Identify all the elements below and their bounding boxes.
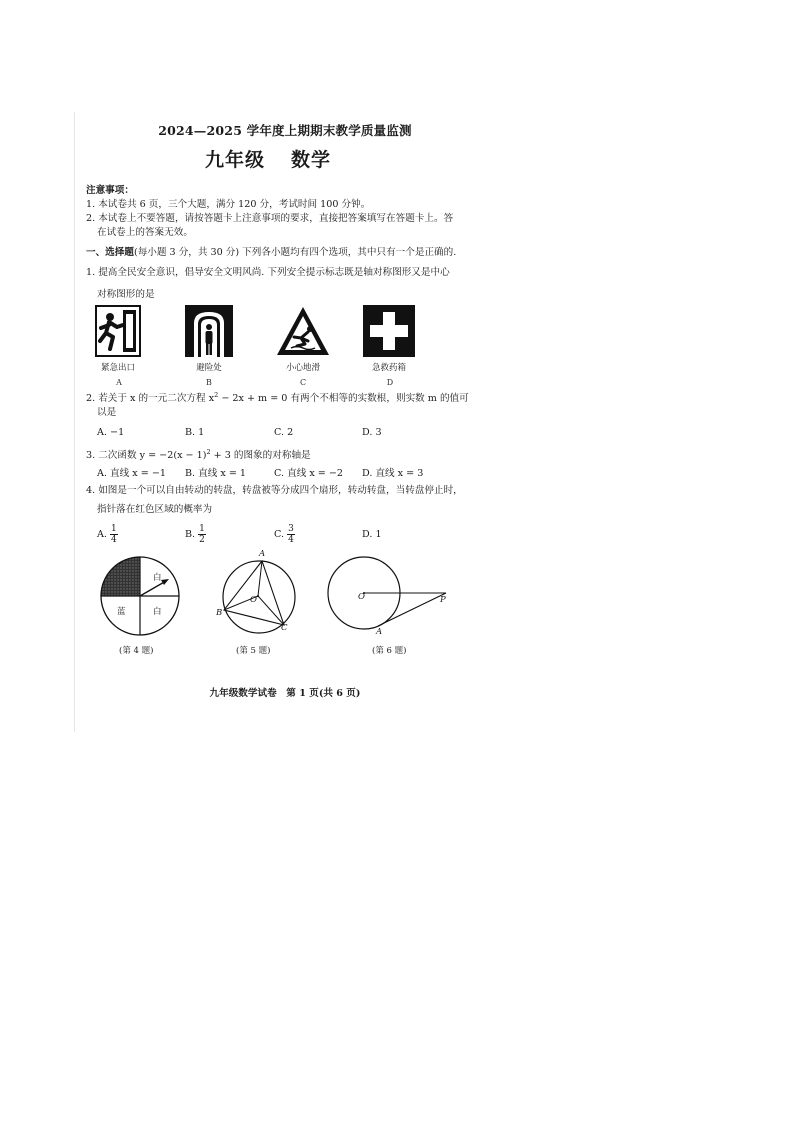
sign-a-letter: A bbox=[116, 378, 122, 387]
q4-option-c-fraction bbox=[287, 524, 295, 545]
question-1-line-1: 1. 提高全民安全意识，倡导安全文明风尚. 下列安全提示标志既是轴对称图形又是中心 bbox=[86, 267, 450, 278]
figure-5-caption: (第 5 题) bbox=[236, 646, 271, 656]
q4-option-b-denominator: 2 bbox=[199, 535, 205, 545]
q3-text-b: + 3 的图象的对称轴是 bbox=[210, 450, 311, 462]
note-item-2: 2. 本试卷上不要答题，请按答题卡上注意事项的要求，直接把答案填写在答题卡上。答 bbox=[86, 213, 454, 224]
slippery-floor-icon bbox=[275, 305, 331, 357]
spinner-pointer bbox=[140, 581, 166, 596]
sector-label-blue: 蓝 bbox=[117, 607, 126, 617]
sign-b-label: 避险处 bbox=[196, 363, 222, 373]
figure-5-circle bbox=[214, 549, 300, 637]
point-a-label: A bbox=[259, 549, 266, 559]
q4-option-c-denominator: 4 bbox=[288, 535, 294, 545]
q3-option-c: C. 直线 x = −2 bbox=[274, 468, 344, 479]
scan-shadow-edge bbox=[74, 112, 75, 732]
center-o-label: O bbox=[358, 592, 365, 602]
point-b-label: B bbox=[216, 608, 223, 618]
question-2-line-1 bbox=[86, 388, 469, 406]
question-1-line-2: 对称图形的是 bbox=[97, 289, 155, 300]
q3-text-a: 3. 二次函数 y = −2(x − 1) bbox=[86, 450, 207, 462]
question-3-stem bbox=[86, 445, 311, 463]
note-item-2-cont: 在试卷上的答案无效。 bbox=[97, 227, 193, 238]
pointer-arrowhead-icon bbox=[161, 579, 169, 585]
q4-option-d-prefix: D. bbox=[362, 529, 373, 540]
figure-6-caption: (第 6 题) bbox=[372, 646, 407, 656]
page-footer: 九年级数学试卷 第 1 页(共 6 页) bbox=[209, 688, 361, 699]
section-instruction: (每小题 3 分，共 30 分) 下列各小题均有四个选项，其中只有一个是正确的. bbox=[133, 247, 457, 258]
section-heading-title: 一、选择题 bbox=[86, 247, 134, 258]
q4-option-b bbox=[185, 524, 206, 545]
q2-option-d: D. 3 bbox=[362, 427, 382, 438]
question-4-line-2: 指针落在红色区域的概率为 bbox=[97, 504, 213, 515]
question-4-line-1: 4. 如图是一个可以自由转动的转盘，转盘被等分成四个扇形，转动转盘，当转盘停止时， bbox=[86, 485, 463, 496]
q4-option-d-value: 1 bbox=[375, 529, 382, 540]
figure-4-spinner bbox=[96, 555, 186, 639]
q2-text-a: 2. 若关于 x 的一元二次方程 x bbox=[86, 393, 215, 405]
point-a-label: A bbox=[376, 627, 383, 637]
sign-c-letter: C bbox=[299, 378, 307, 387]
q4-option-a-fraction bbox=[110, 524, 118, 545]
q4-option-a-numerator: 1 bbox=[111, 524, 117, 534]
q4-option-a-prefix: A. bbox=[97, 529, 107, 540]
first-aid-cross-icon bbox=[363, 305, 415, 357]
note-item-1: 1. 本试卷共 6 页，三个大题，满分 120 分，考试时间 100 分钟。 bbox=[86, 199, 371, 210]
q2-text-b: − 2x + m = 0 有两个不相等的实数根，则实数 m 的值可 bbox=[218, 393, 469, 405]
q4-option-c-numerator: 3 bbox=[288, 524, 294, 534]
exam-title: 2024—2025 学年度上期期末教学质量监测 bbox=[158, 123, 412, 138]
sign-d-label: 急救药箱 bbox=[371, 363, 406, 373]
sector-label-white-bottom: 白 bbox=[153, 607, 162, 617]
q4-option-d bbox=[362, 529, 382, 540]
sign-c-label: 小心地滑 bbox=[285, 363, 320, 373]
q3-option-a: A. 直线 x = −1 bbox=[97, 468, 166, 479]
q4-option-b-numerator: 1 bbox=[199, 524, 205, 534]
point-p-label: P bbox=[440, 595, 446, 605]
sign-b-letter: B bbox=[206, 378, 212, 387]
q2-option-c: C. 2 bbox=[274, 427, 294, 438]
q3-superscript: 2 bbox=[206, 448, 211, 456]
q2-superscript: 2 bbox=[214, 391, 219, 399]
point-c-label: C bbox=[281, 623, 288, 633]
q4-option-c-prefix: C. bbox=[274, 529, 285, 540]
q4-option-b-fraction bbox=[198, 524, 206, 545]
sign-d-letter: D bbox=[386, 378, 394, 387]
section-heading bbox=[86, 246, 456, 260]
subject-label: 数学 bbox=[291, 149, 332, 171]
figure-6-tangent bbox=[324, 553, 454, 637]
q4-option-b-prefix: B. bbox=[185, 529, 196, 540]
notes-heading: 注意事项： bbox=[86, 185, 134, 196]
center-o-label: O bbox=[250, 595, 257, 605]
sign-a-label: 紧急出口 bbox=[100, 363, 135, 373]
shelter-icon bbox=[185, 305, 233, 357]
q3-option-d: D. 直线 x = 3 bbox=[362, 468, 424, 479]
q4-option-a-denominator: 4 bbox=[111, 535, 117, 545]
sector-label-white-top: 白 bbox=[153, 573, 162, 583]
question-2-line-2: 以是 bbox=[97, 407, 117, 418]
q4-option-c bbox=[274, 524, 295, 545]
q3-option-b: B. 直线 x = 1 bbox=[185, 468, 247, 479]
grade-label: 九年级 bbox=[205, 149, 266, 171]
emergency-exit-icon bbox=[95, 305, 141, 357]
q4-option-a bbox=[97, 524, 118, 545]
q2-option-a: A. −1 bbox=[97, 427, 125, 438]
figure-4-caption: (第 4 题) bbox=[119, 646, 154, 656]
q2-option-b: B. 1 bbox=[185, 427, 205, 438]
